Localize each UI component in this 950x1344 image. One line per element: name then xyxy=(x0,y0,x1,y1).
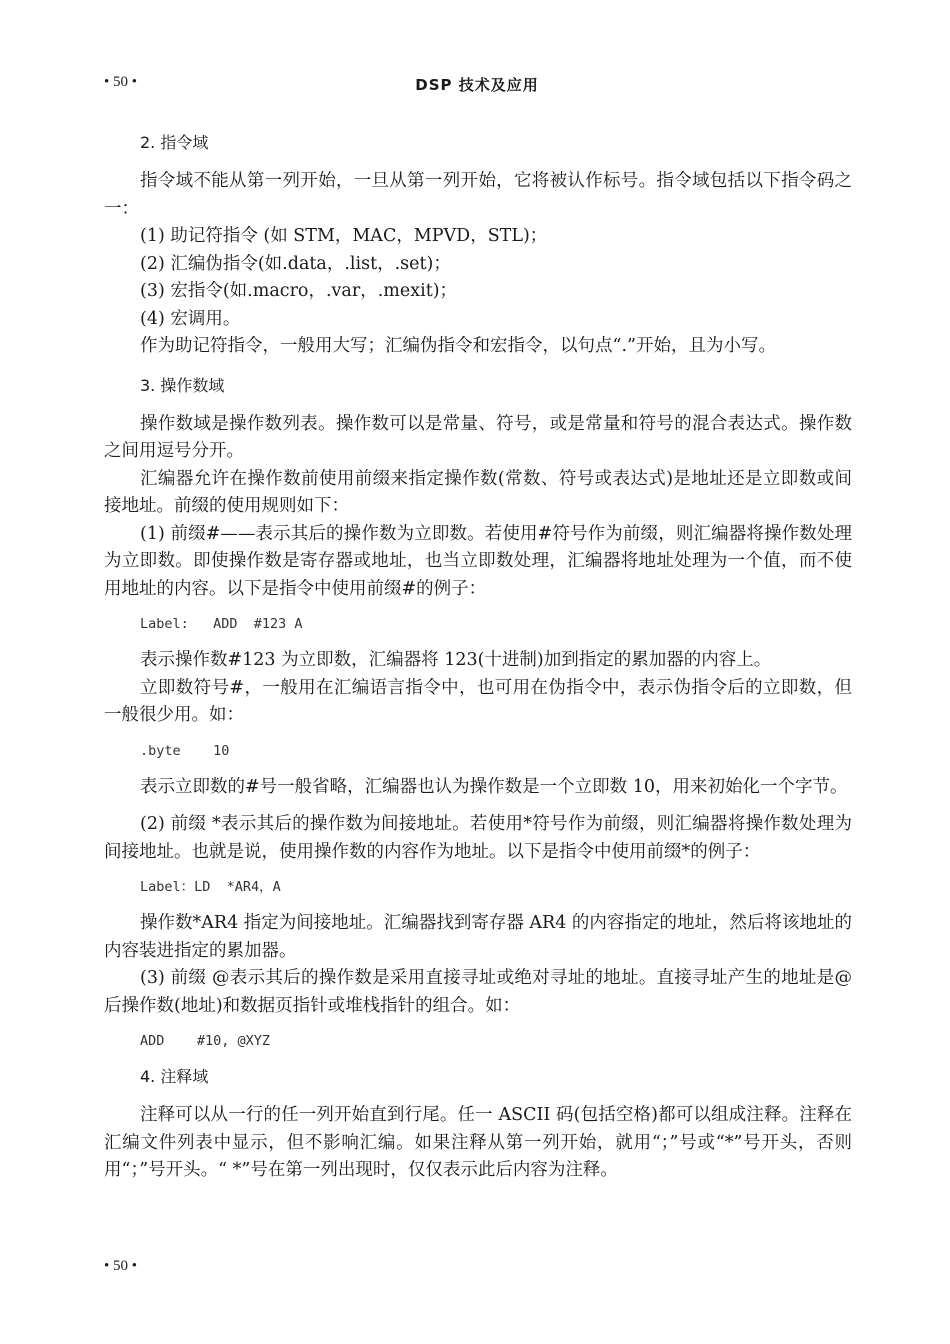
paragraph: 指令域不能从第一列开始，一旦从第一列开始，它将被认作标号。指令域包括以下指令码之一： xyxy=(104,171,852,219)
code-example: Label: ADD #123 A xyxy=(140,616,303,632)
section-heading-comment-field: 4. 注释域 xyxy=(140,1067,209,1086)
paragraph: 注释可以从一行的任一列开始直到行尾。任一 ASCII 码(包括空格)都可以组成注释。注释在汇编文件列表中显示，但不影响汇编。如果注释从第一列开始，就用“；”号或“*”号开头，否则用“；”号开头。“ *”号在第一列出现时，仅仅表示此后内容为注释。 xyxy=(104,1105,852,1180)
list-item: (3) 宏指令(如.macro，.var，.mexit)； xyxy=(140,281,458,301)
code-example: ADD #10, @XYZ xyxy=(140,1033,271,1049)
section-heading-instruction-field: 2. 指令域 xyxy=(140,133,209,152)
paragraph: 作为助记符指令，一般用大写；汇编伪指令和宏指令，以句点“.”开始，且为小写。 xyxy=(140,336,776,356)
paragraph: 表示操作数#123 为立即数，汇编器将 123(十进制)加到指定的累加器的内容上。 xyxy=(140,650,772,670)
paragraph: (2) 前缀 *表示其后的操作数为间接地址。若使用*符号作为前缀，则汇编器将操作数处理为间接地址。也就是说，使用操作数的内容作为地址。以下是指令中使用前缀*的例子： xyxy=(104,814,852,862)
paragraph: 操作数*AR4 指定为间接地址。汇编器找到寄存器 AR4 的内容指定的地址，然后将该地址的内容装进指定的累加器。 xyxy=(104,913,852,961)
paragraph: 汇编器允许在操作数前使用前缀来指定操作数(常数、符号或表达式)是地址还是立即数或间接地址。前缀的使用规则如下： xyxy=(104,468,852,516)
header-page-number: • 50 • xyxy=(104,74,138,90)
spacer xyxy=(104,801,852,811)
section-heading-operand-field: 3. 操作数域 xyxy=(140,375,225,395)
paragraph: 表示立即数的#号一般省略，汇编器也认为操作数是一个立即数 10，用来初始化一个字节。 xyxy=(140,776,848,797)
page-content xyxy=(104,118,852,1185)
list-item: (2) 汇编伪指令(如.data，.list，.set)； xyxy=(140,253,451,274)
page-header xyxy=(104,74,850,100)
footer-page-number: • 50 • xyxy=(104,1258,138,1274)
paragraph: (1) 前缀#——表示其后的操作数为立即数。若使用#符号作为前缀，则汇编器将操作数处理为立即数。即使操作数是寄存器或地址，也当立即数处理，汇编器将地址处理为一个值，而不使用地址的内容。以下是指令中使用前缀#的例子： xyxy=(104,523,852,599)
paragraph: (3) 前缀 @表示其后的操作数是采用直接寻址或绝对寻址的地址。直接寻址产生的地址是@后操作数(地址)和数据页指针或堆栈指针的组合。如： xyxy=(104,968,852,1016)
running-title: DSP 技术及应用 xyxy=(415,76,539,94)
list-item: (1) 助记符指令 (如 STM，MAC，MPVD，STL)； xyxy=(140,226,548,246)
list-item: (4) 宏调用。 xyxy=(140,308,241,329)
code-example: Label：LD *AR4，A xyxy=(140,879,281,895)
paragraph: 操作数域是操作数列表。操作数可以是常量、符号，或是常量和符号的混合表达式。操作数之间用逗号分开。 xyxy=(104,413,852,461)
paragraph: 立即数符号#，一般用在汇编语言指令中，也可用在伪指令中，表示伪指令后的立即数，但一般很少用。如： xyxy=(104,677,852,725)
code-example: .byte 10 xyxy=(140,742,230,759)
